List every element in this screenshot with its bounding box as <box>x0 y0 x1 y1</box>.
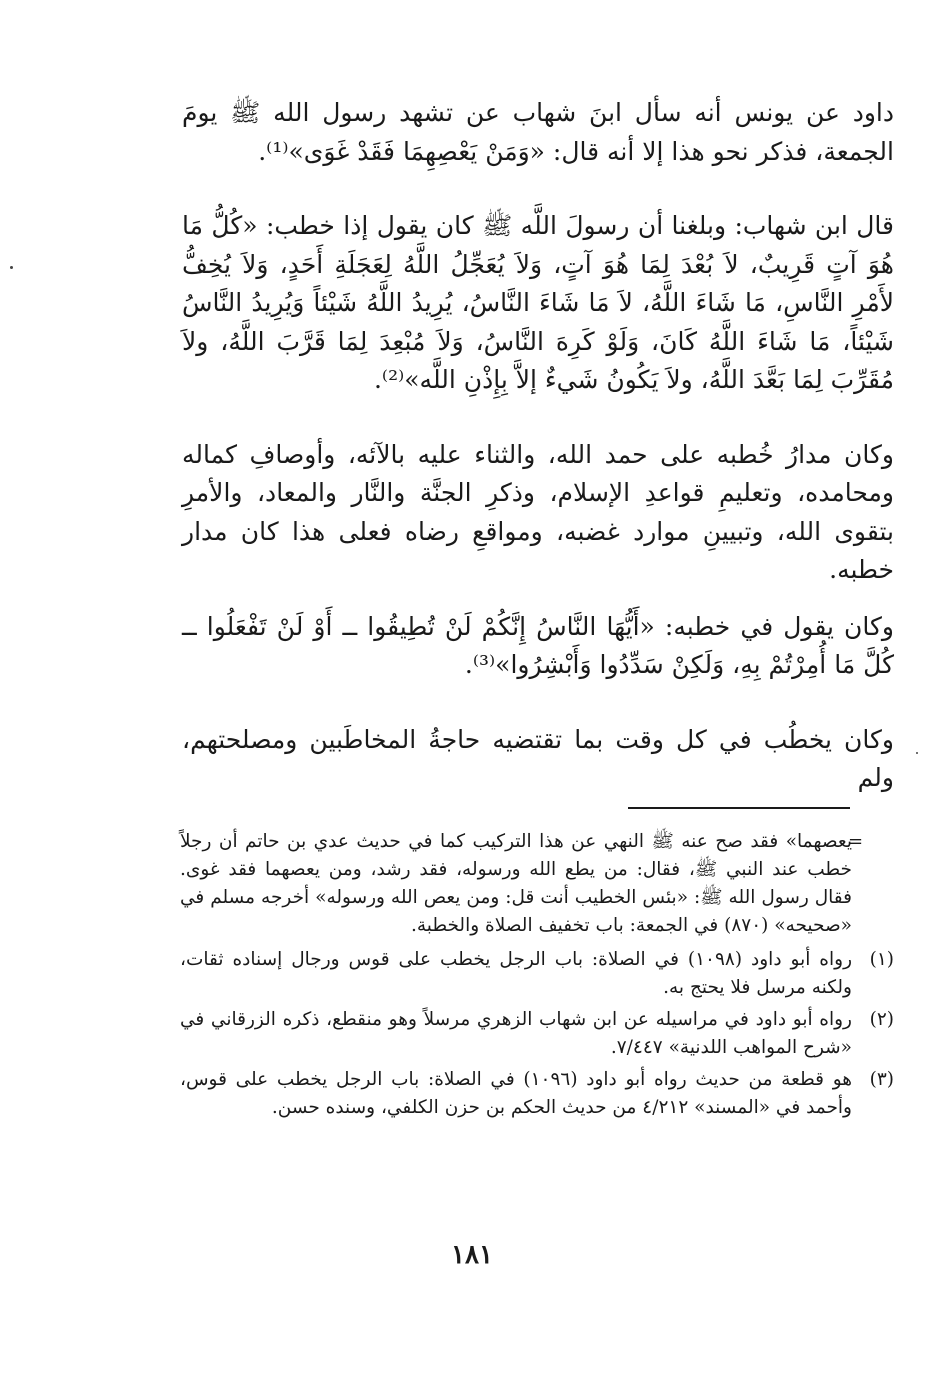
paragraph-1: داود عن يونس أنه سأل ابنَ شهاب عن تشهد رسول الله ﷺ يومَ الجمعة، فذكر نحو هذا إلا أنه قال: «وَمَنْ يَعْصِهِمَا فَقَدْ غَوَى»⁽¹⁾. <box>182 98 894 166</box>
footnote-number: (١) <box>869 949 894 970</box>
footnote-number: (٣) <box>869 1069 894 1090</box>
paragraph-4: وكان يقول في خطبه: «أَيُّهَا النَّاسُ إِنَّكُمْ لَنْ تُطِيقُوا ــ أَوْ لَنْ تَفْعَلُوا ــ كُلَّ مَا أُمِرْتُمْ بِهِ، وَلَكِنْ سَدِّدُوا وَأَبْشِرُوا»⁽³⁾. <box>182 611 894 679</box>
paragraph-3: وكان مدارُ خُطبه على حمد الله، والثناء عليه بالآئه، وأوصافِ كماله ومحامده، وتعليمِ قواعدِ الإسلام، وذكرِ الجنَّة والنَّار والمعاد، والأمرِ بتقوى الله، وتبيينِ موارد غضبه، ومواقعِ رضاه فعلى هذا كان مدار خطبه. <box>182 439 894 584</box>
footnote-separator <box>628 807 850 809</box>
main-text <box>182 94 894 798</box>
footnote-continued: يعصهما» فقد صح عنه ﷺ النهي عن هذا التركيب كما في حديث عدي بن حاتم أن رجلاً خطب عند النبي ﷺ، فقال: من يطع الله ورسوله، فقد رشد، ومن يعصهما فقد غوى. فقال رسول الله ﷺ: «بئس الخطيب أنت قل: ومن يعص الله ورسوله» أخرجه مسلم في «صحيحه» (٨٧٠) في الجمعة: باب تخفيف الصلاة والخطبة. <box>180 831 852 936</box>
footnote-text: رواه أبو داود (١٠٩٨) في الصلاة: باب الرجل يخطب على قوس ورجال إسناده ثقات، ولكنه مرسل فلا يحتج به. <box>180 949 853 998</box>
paragraph-5: وكان يخطُب في كل وقت بما تقتضيه حاجةُ المخاطَبين ومصلحتهم، ولم <box>182 724 894 792</box>
scan-speck <box>10 266 13 269</box>
footnote-2 <box>180 1006 894 1062</box>
footnote-text: هو قطعة من حديث رواه أبو داود (١٠٩٦) في الصلاة: باب الرجل يخطب على قوس، وأحمد في «المسند» ٤/٢١٢ من حديث الحكم بن حزن الكلفي، وسنده حسن. <box>180 1069 853 1118</box>
footnote-number: (٢) <box>869 1009 894 1030</box>
footnote-3 <box>180 1066 894 1122</box>
scan-speck <box>916 752 918 754</box>
footnote-1 <box>180 946 894 1002</box>
paragraph-2: قال ابن شهاب: وبلغنا أن رسولَ اللَّه ﷺ كان يقول إذا خطب: «كُلُّ مَا هُوَ آتٍ قَرِيبٌ، لاَ بُعْدَ لِمَا هُوَ آتٍ، وَلاَ يُعَجِّلُ اللَّهُ لِعَجَلَةِ أَحَدٍ، وَلاَ يُخِفُّ لأَمْرِ النَّاسِ، مَا شَاءَ اللَّهُ، لاَ مَا شَاءَ النَّاسُ، يُرِيدُ اللَّهُ شَيْئاً وَيُرِيدُ النَّاسُ شَيْئاً، مَا شَاءَ اللَّهُ كَانَ، وَلَوْ كَرِهَ النَّاسُ، وَلاَ مُبْعِدَ لِمَا قَرَّبَ اللَّهُ، ولاَ مُقَرِّبَ لِمَا بَعَّدَ اللَّهُ، ولاَ يَكُونُ شَيءٌ إلاَّ بِإِذْنِ اللَّه»⁽²⁾. <box>182 211 894 394</box>
footnote-text: رواه أبو داود في مراسيله عن ابن شهاب الزهري مرسلاً وهو منقطع، ذكره الزرقاني في «شرح المواهب اللدنية» ٧/٤٤٧. <box>180 1009 852 1058</box>
page-number: ١٨١ <box>451 1240 493 1270</box>
footnote-continuation-mark: = <box>848 831 864 852</box>
footnotes <box>180 828 894 1122</box>
